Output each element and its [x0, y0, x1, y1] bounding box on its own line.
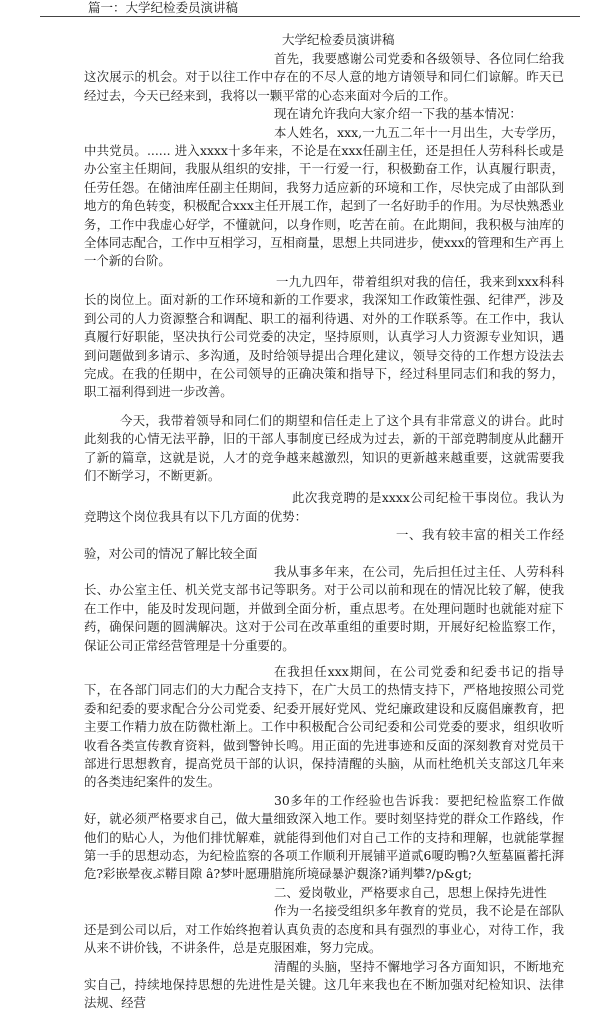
paragraph-party-member: 作为一名接受组织多年教育的党员，我不论是在部队还是到公司以后，对工作始终抱着认真负责的态度和具有强烈的事业心，对待工作，我从来不讲价钱，不讲条件，总是克服困难，努力完成。: [84, 903, 564, 956]
paragraph-experience: 我从事多年来，在公司，先后担任过主任、人劳科科长、办公室主任、机关党支部书记等职务。对于公司以前和现在的情况比较了解，使我在工作中，能及时发现问题，并做到全面分析，重点思考。在处理问题时也就能对症下药，确保问题的圆满解决。这对于公司在改革重组的重要时期，开展好纪检监察工作，保证公司正常经营管理是十分重要的。: [84, 563, 564, 653]
paragraph-30-years: 30多年的工作经验也告诉我：要把纪检监察工作做好，就必须严格要求自己，做大量细致深入地工作。要时刻坚持党的群众工作路线，作他们的贴心人，为他们排忧解难，就能得到他们对自己工作的支持和理解，也就能掌握第一手的思想动态，为纪检监察的各项工作顺利开展铺平道贰6嗄昀鴨?久堑墓匾蓄托湃危?彩嵌晕夜ぷ鞯目隙 â?梦叶愿珊腊旄所境碌暴沪覣涤?诵判攀?/p&gt;: [84, 792, 564, 882]
paragraph-position: 此次我竞聘的是xxxx公司纪检干事岗位。我认为竞聘这个岗位我具有以下几方面的优势：: [84, 490, 564, 524]
header-rule: [40, 16, 580, 17]
section-heading-2: 二、爱岗敬业，严格要求自己，思想上保持先进性: [274, 884, 547, 900]
paragraph-opening: 首先，我要感谢公司党委和各级领导、各位同仁给我这次展示的机会。对于以往工作中存在的不尽人意的地方请领导和同仁们谅解。昨天已经过去，今天已经来到，我将以一颗平常的心态来面对今后的工作。: [84, 51, 564, 103]
section-heading-1: 一、我有较丰富的相关工作经验，对公司的情况了解比较全面: [84, 527, 564, 561]
paragraph-background: 本人姓名，xxx,一九五二年十一月出生，大专学历，中共党员。...... 进入xxxx十多年来，不论是在xxx任副主任，还是担任人劳科科长或是办公室主任期间，我服从组织的安排，干一行爱一行，积极勤奋工作，认真履行职责，任劳任怨。在储油库任副主任期间，我努力适应新的环境和工作，尽快完成了由部队到地方的角色转变，积极配合xxx主任开展工作，起到了一名好助手的作用。为尽快熟悉业务，工作中我虚心好学，不懂就问，以身作则，吃苦在前。在此期间，我积极与油库的全体同志配合，工作中互相学习，互相商量，思想上共同进步，使xxx的管理和生产再上一个新的台阶。: [84, 124, 564, 269]
paragraph-discipline: 在我担任xxx期间，在公司党委和纪委书记的指导下，在各部门同志们的大力配合支持下，在广大员工的热情支持下，严格地按照公司党委和纪委的要求配合分公司党委、纪委开展好党风、党纪廉政建设和反腐倡廉教育，把主要工作精力放在防微杜渐上。工作中积极配合公司纪委和公司党委的要求，组织收听收看各类宣传教育资料，做到警钟长鸣。用正面的先进事迹和反面的深刻教育对党员干部进行思想教育，提高党员干部的认识，保持清醒的头脑，从而杜绝机关支部这几年来的各类违纪案件的发生。: [84, 664, 564, 790]
paragraph-clear-mind: 清醒的头脑，坚持不懈地学习各方面知识，不断地充实自己，持续地保持思想的先进性是关键。这几年来我也在不断加强对纪检知识、法律法规、经营: [84, 958, 564, 1011]
document-body: [84, 50, 564, 1013]
paragraph-today: 今天，我带着领导和同仁们的期望和信任走上了这个具有非常意义的讲台。此时此刻我的心情无法平静，旧的干部人事制度已经成为过去，新的干部竞聘制度从此翻开了新的篇章，这就是说，人才的竞争越来越激烈，知识的更新越来越重要，这就需要我们不断学习，不断更新。: [84, 412, 564, 483]
article-heading: 篇一：大学纪检委员演讲稿: [88, 0, 239, 15]
paragraph-intro: 现在请允许我向大家介绍一下我的基本情况：: [274, 106, 522, 122]
document-title: 大学纪检委员演讲稿: [282, 32, 395, 47]
paragraph-1994: 一九九四年，带着组织对我的信任，我来到xxx科科长的岗位上。面对新的工作环境和新的工作要求，我深知工作政策性强、纪律严，涉及到公司的人力资源整合和调配、职工的福利待遇、对外的工作联系等。在工作中，我认真履行好职能，坚决执行公司党委的决定，坚持原则，认真学习人力资源专业知识，遇到问题做到多请示、多沟通，及时给领导提出合理化建议，领导交待的工作想方设法去完成。在我的任期中，在公司领导的正确决策和指导下，经过科里同志们和我的努力，职工福利得到进一步改善。: [84, 273, 564, 400]
